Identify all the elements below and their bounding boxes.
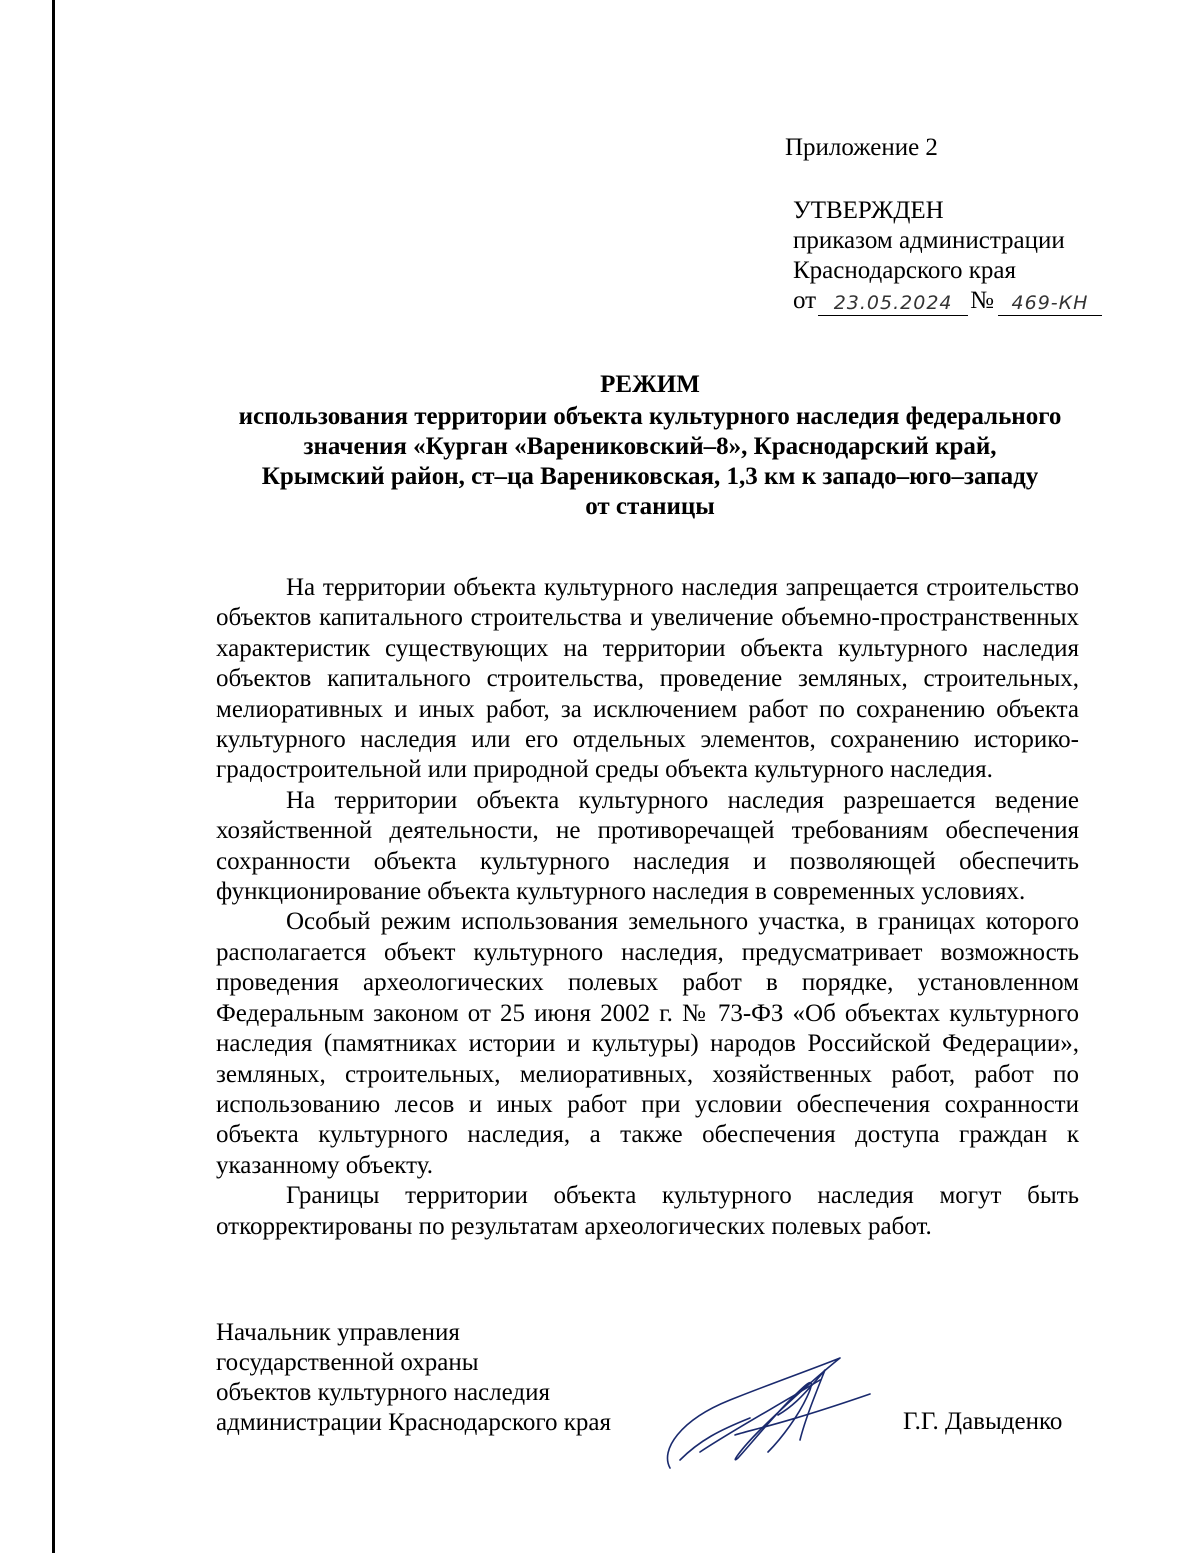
title-line-2: значения «Курган «Варениковский–8», Краснодарский край, (303, 433, 997, 460)
approval-date-line (793, 286, 1102, 316)
title-line-3: Крымский район, ст–ца Варениковская, 1,3 км к западо–юго–западу (261, 463, 1039, 490)
page-left-edge (52, 0, 55, 1553)
position-line-1: Начальник управления (216, 1319, 460, 1346)
title-line-4: от станицы (585, 493, 715, 520)
title-main: РЕЖИМ (600, 371, 700, 398)
position-line-3: объектов культурного наследия (216, 1379, 550, 1406)
position-line-2: государственной охраны (216, 1349, 479, 1376)
signatory-position (216, 1318, 611, 1438)
approval-line-1: приказом администрации (793, 227, 1065, 254)
paragraph-1: На территории объекта культурного наследия запрещается строительство объектов капитального строительства и увеличение объемно-пространственных характеристик существующих на территории объекта культурного наследия объектов капитального строительства, проведение земляных, строительных, мелиоративных и иных работ, за исключением работ по сохранению объекта культурного наследия или его отдельных элементов, сохранению историко-градостроительной или природной среды объекта культурного наследия. (216, 574, 1079, 784)
approval-line-2: Краснодарского края (793, 257, 1016, 284)
title-line-1: использования территории объекта культурного наследия федерального (238, 403, 1062, 430)
number-prefix: № (970, 287, 994, 314)
handwritten-number: 469-КН (998, 291, 1102, 316)
handwritten-signature (640, 1340, 880, 1480)
approval-heading: УТВЕРЖДЕН (793, 197, 944, 224)
position-line-4: администрации Краснодарского края (216, 1409, 612, 1436)
appendix-label: Приложение 2 (785, 134, 938, 161)
paragraph-2: На территории объекта культурного наследия разрешается ведение хозяйственной деятельности, не противоречащей требованиям обеспечения сохранности объекта культурного наследия и позволяющей обеспечить функционирование объекта культурного наследия в современных условиях. (216, 786, 1079, 906)
paragraph-4: Границы территории объекта культурного наследия могут быть откорректированы по результатам археологических полевых работ. (216, 1182, 1079, 1240)
document-title (170, 370, 1130, 522)
date-prefix: от (793, 287, 817, 314)
signatory-name: Г.Г. Давыденко (903, 1408, 1063, 1435)
document-body (216, 573, 1079, 1242)
handwritten-date: 23.05.2024 (818, 291, 968, 316)
approval-block (793, 196, 1102, 316)
paragraph-3: Особый режим использования земельного участка, в границах которого располагается объект культурного наследия, предусматривает возможность проведения археологических полевых работ в порядке, установленном Федеральным законом от 25 июня 2002 г. № 73-ФЗ «Об объектах культурного наследия (памятниках истории и культуры) народов Российской Федерации», земляных, строительных, мелиоративных, хозяйственных работ, работ по использованию лесов и иных работ при условии обеспечения сохранности объекта культурного наследия, а также обеспечения доступа граждан к указанному объекту. (216, 908, 1079, 1179)
